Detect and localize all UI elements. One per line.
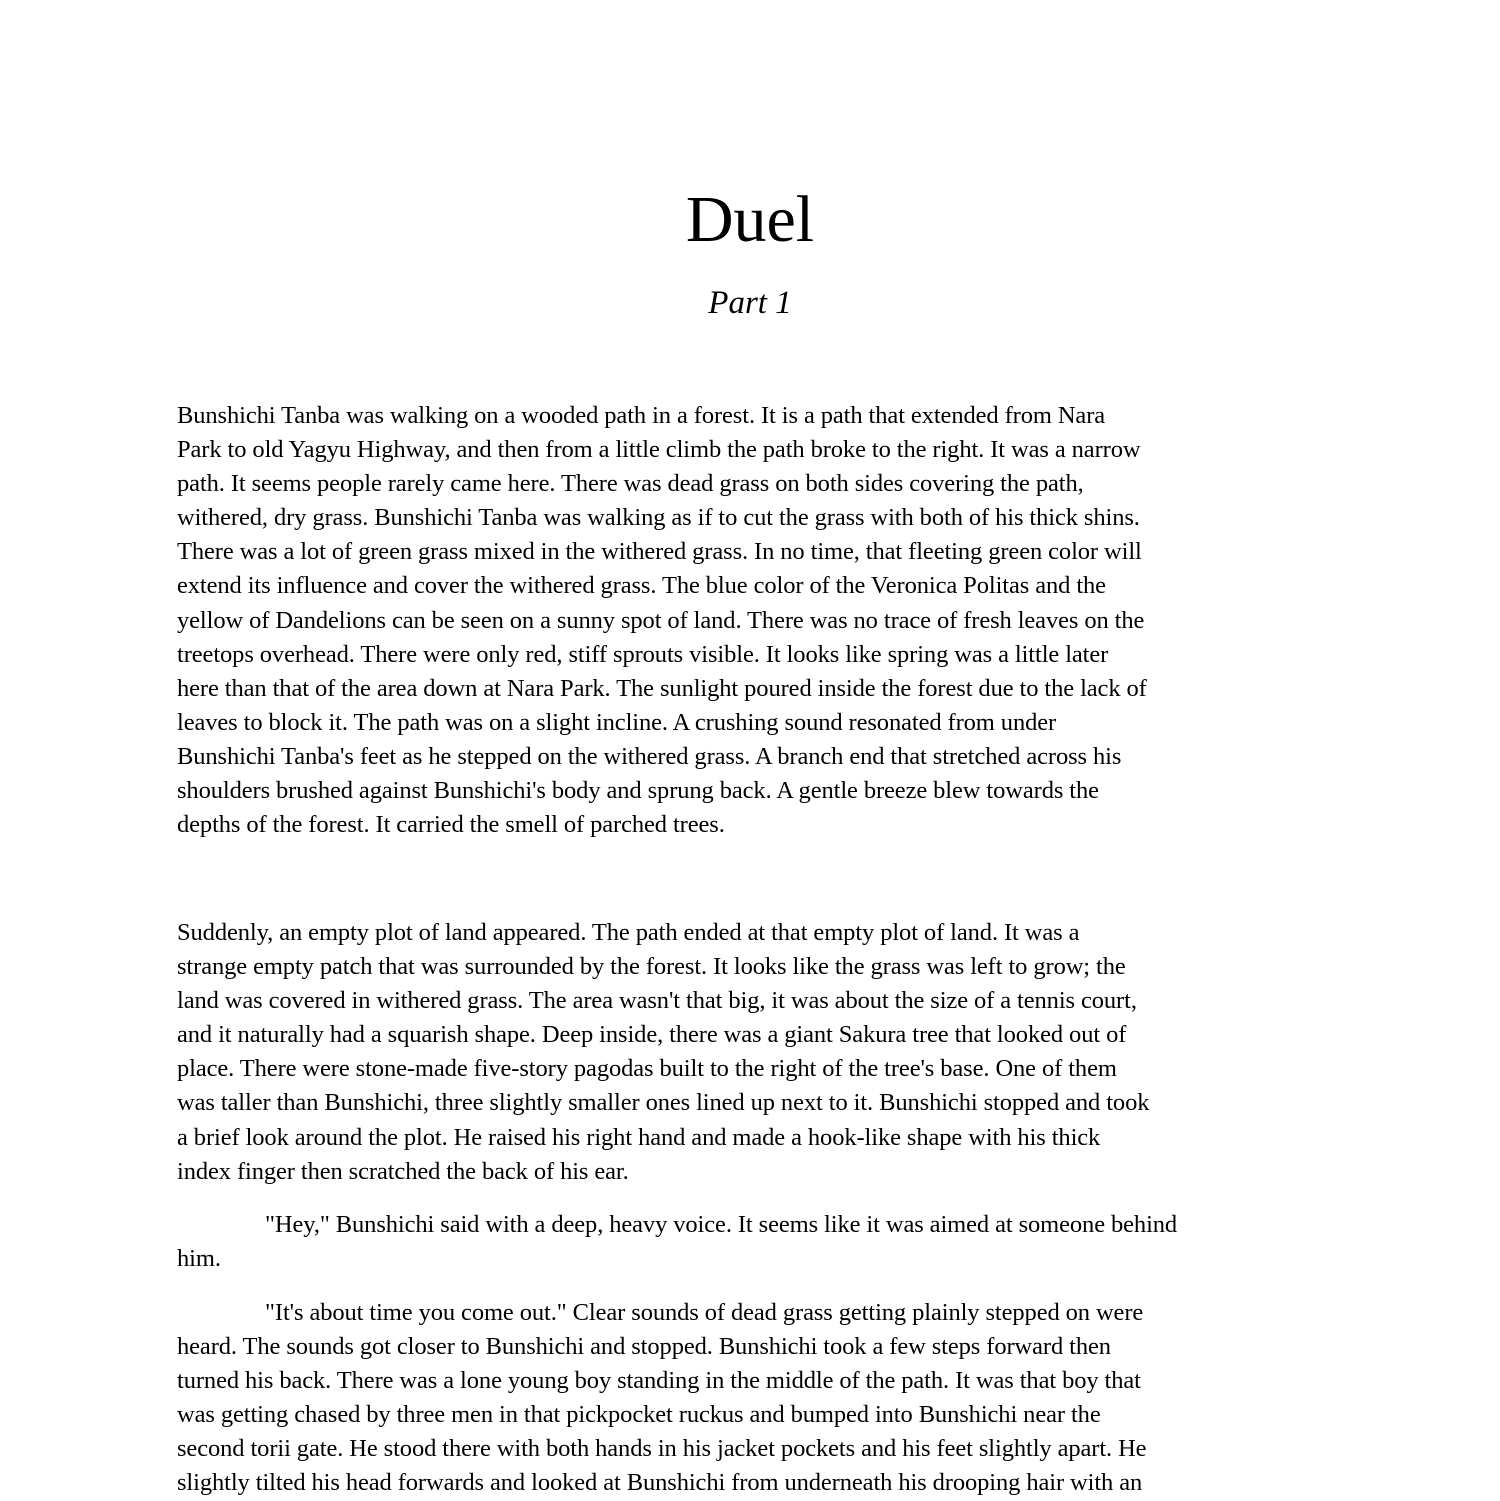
text-line: Suddenly, an empty plot of land appeared. The path ended at that empty plot of land. It was a <box>177 919 1080 946</box>
text-line: "Hey," Bunshichi said with a deep, heavy voice. It seems like it was aimed at someone behind <box>265 1211 1178 1238</box>
paragraph-4 <box>177 1296 1337 1501</box>
text-line: land was covered in withered grass. The area wasn't that big, it was about the size of a tennis court, <box>177 987 1137 1015</box>
text-line: slightly tilted his head forwards and looked at Bunshichi from underneath his drooping hair with an <box>177 1469 1143 1497</box>
text-line: was getting chased by three men in that pickpocket ruckus and bumped into Bunshichi near the <box>177 1401 1101 1429</box>
text-line: path. It seems people rarely came here. There was dead grass on both sides covering the path, <box>177 470 1084 498</box>
text-line: a brief look around the plot. He raised his right hand and made a hook-like shape with his thick <box>177 1123 1101 1151</box>
text-line: here than that of the area down at Nara Park. The sunlight poured inside the forest due to the lack of <box>177 674 1147 702</box>
text-line: him. <box>177 1245 221 1273</box>
text-line: Bunshichi Tanba was walking on a wooded path in a forest. It is a path that extended from Nara <box>177 402 1106 429</box>
text-line: leaves to block it. The path was on a slight incline. A crushing sound resonated from under <box>177 708 1057 736</box>
text-line: place. There were stone-made five-story pagodas built to the right of the tree's base. One of them <box>177 1055 1117 1083</box>
text-line: strange empty patch that was surrounded by the forest. It looks like the grass was left to grow; the <box>177 953 1126 981</box>
text-line: yellow of Dandelions can be seen on a sunny spot of land. There was no trace of fresh leaves on the <box>177 606 1145 634</box>
text-line: "It's about time you come out." Clear sounds of dead grass getting plainly stepped on were <box>265 1299 1144 1326</box>
text-line: withered, dry grass. Bunshichi Tanba was walking as if to cut the grass with both of his thick shins. <box>177 504 1140 532</box>
text-line: index finger then scratched the back of his ear. <box>177 1157 629 1185</box>
text-line: heard. The sounds got closer to Bunshichi and stopped. Bunshichi took a few steps forward then <box>177 1333 1111 1361</box>
text-line: extend its influence and cover the withered grass. The blue color of the Veronica Politas and the <box>177 572 1106 600</box>
text-line: Bunshichi Tanba's feet as he stepped on the withered grass. A branch end that stretched across his <box>177 742 1122 770</box>
text-line: shoulders brushed against Bunshichi's body and sprung back. A gentle breeze blew towards the <box>177 777 1099 805</box>
paragraph-2 <box>177 916 1337 1189</box>
text-line: treetops overhead. There were only red, stiff sprouts visible. It looks like spring was a little later <box>177 640 1109 668</box>
text-line: Park to old Yagyu Highway, and then from a little climb the path broke to the right. It was a narrow <box>177 436 1141 464</box>
text-line: There was a lot of green grass mixed in the withered grass. In no time, that fleeting green color will <box>177 538 1142 566</box>
text-line: depths of the forest. It carried the smell of parched trees. <box>177 811 725 839</box>
text-line: was taller than Bunshichi, three slightly smaller ones lined up next to it. Bunshichi stopped and took <box>177 1089 1150 1117</box>
text-line: second torii gate. He stood there with both hands in his jacket pockets and his feet slightly apart. He <box>177 1435 1147 1463</box>
text-line: turned his back. There was a lone young boy standing in the middle of the path. It was that boy that <box>177 1367 1141 1395</box>
paragraph-1 <box>177 399 1337 842</box>
text-line: and it naturally had a squarish shape. Deep inside, there was a giant Sakura tree that looked out of <box>177 1021 1127 1049</box>
document-subtitle: Part 1 <box>708 285 792 321</box>
paragraph-3 <box>177 1208 1337 1276</box>
document-title: Duel <box>685 183 815 256</box>
